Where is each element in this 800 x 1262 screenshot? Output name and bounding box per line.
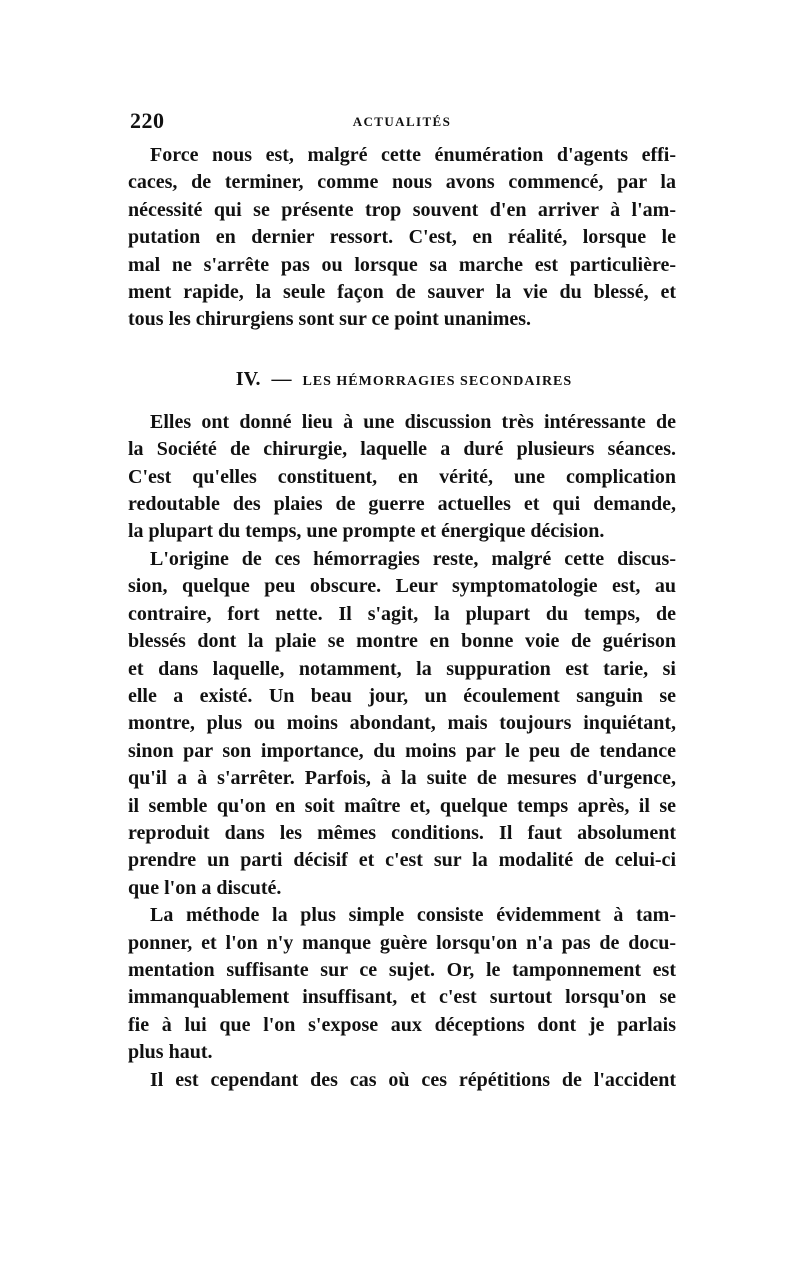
page-number: 220 [130,108,165,133]
text-line: et dans laquelle, notamment, la suppuration est tarie, si [128,657,676,680]
text-line: L'origine de ces hémorragies reste, malgré cette discus- [150,547,676,570]
text-line: prendre un parti décisif et c'est sur la modalité de celui-ci [128,849,676,872]
text-line: montre, plus ou moins abondant, mais toujours inquiétant, [128,712,676,735]
paragraph-origin [128,546,676,902]
text-line: ment rapide, la seule façon de sauver la vie du blessé, et [128,281,676,304]
text-line: la plupart du temps, une prompte et énergique décision. [128,520,605,543]
text-line: il semble qu'on en soit maître et, quelque temps après, il se [128,794,676,817]
text-line: La méthode la plus simple consiste évidemment à tam- [150,904,676,927]
text-line: fie à lui que l'on s'expose aux déceptions dont je parlais [128,1013,676,1036]
text-line: putation en dernier ressort. C'est, en réalité, lorsque le [128,226,676,249]
text-line: contraire, fort nette. Il s'agit, la plupart du temps, de [128,602,676,625]
section-dash: — [271,367,292,390]
text-line: C'est qu'elles constituent, en vérité, une complication [128,465,676,488]
text-line: que l'on a discuté. [128,876,282,899]
book-page [128,108,676,1094]
text-line: ponner, et l'on n'y manque guère lorsqu'on n'a pas de docu- [128,931,676,954]
running-title: ACTUALITÉS [352,114,452,129]
text-line: mal ne s'arrête pas ou lorsque sa marche est particulière- [128,253,676,276]
text-line: Il est cependant des cas où ces répétitions de l'accident [150,1068,676,1091]
text-line: redoutable des plaies de guerre actuelles et qui demande, [128,493,676,516]
text-line: caces, de terminer, comme nous avons commencé, par la [128,171,676,194]
text-line: elle a existé. Un beau jour, un écoulement sanguin se [128,684,676,707]
text-line: tous les chirurgiens sont sur ce point unanimes. [128,308,532,331]
text-line: plus haut. [128,1041,213,1064]
text-line: nécessité qui se présente trop souvent d'en arriver à l'am- [128,198,676,221]
text-line: sion, quelque peu obscure. Leur symptomatologie est, au [128,575,676,598]
text-line: qu'il a à s'arrêter. Parfois, à la suite de mesures d'urgence, [128,767,676,790]
paragraph-amputation [128,142,676,334]
paragraph-method [128,902,676,1066]
text-line: sinon par son importance, du moins par le peu de tendance [128,739,676,762]
section-title: LES HÉMORRAGIES SECONDAIRES [302,373,573,389]
section-heading [128,366,676,395]
text-line: reproduit dans les mêmes conditions. Il faut absolument [128,821,676,844]
text-line: Force nous est, malgré cette énumération d'agents effi- [150,144,676,166]
paragraph-cases [128,1067,676,1094]
text-line: Elles ont donné lieu à une discussion très intéressante de [150,410,676,433]
paragraph-discussion [128,409,676,546]
text-line: immanquablement insuffisant, et c'est surtout lorsqu'on se [128,986,676,1009]
section-numeral: IV. [235,367,261,390]
text-line: blessés dont la plaie se montre en bonne voie de guérison [128,630,676,653]
text-line: mentation suffisante sur ce sujet. Or, le tamponnement est [128,958,676,981]
page-header [128,108,676,142]
text-line: la Société de chirurgie, laquelle a duré plusieurs séances. [128,438,676,461]
